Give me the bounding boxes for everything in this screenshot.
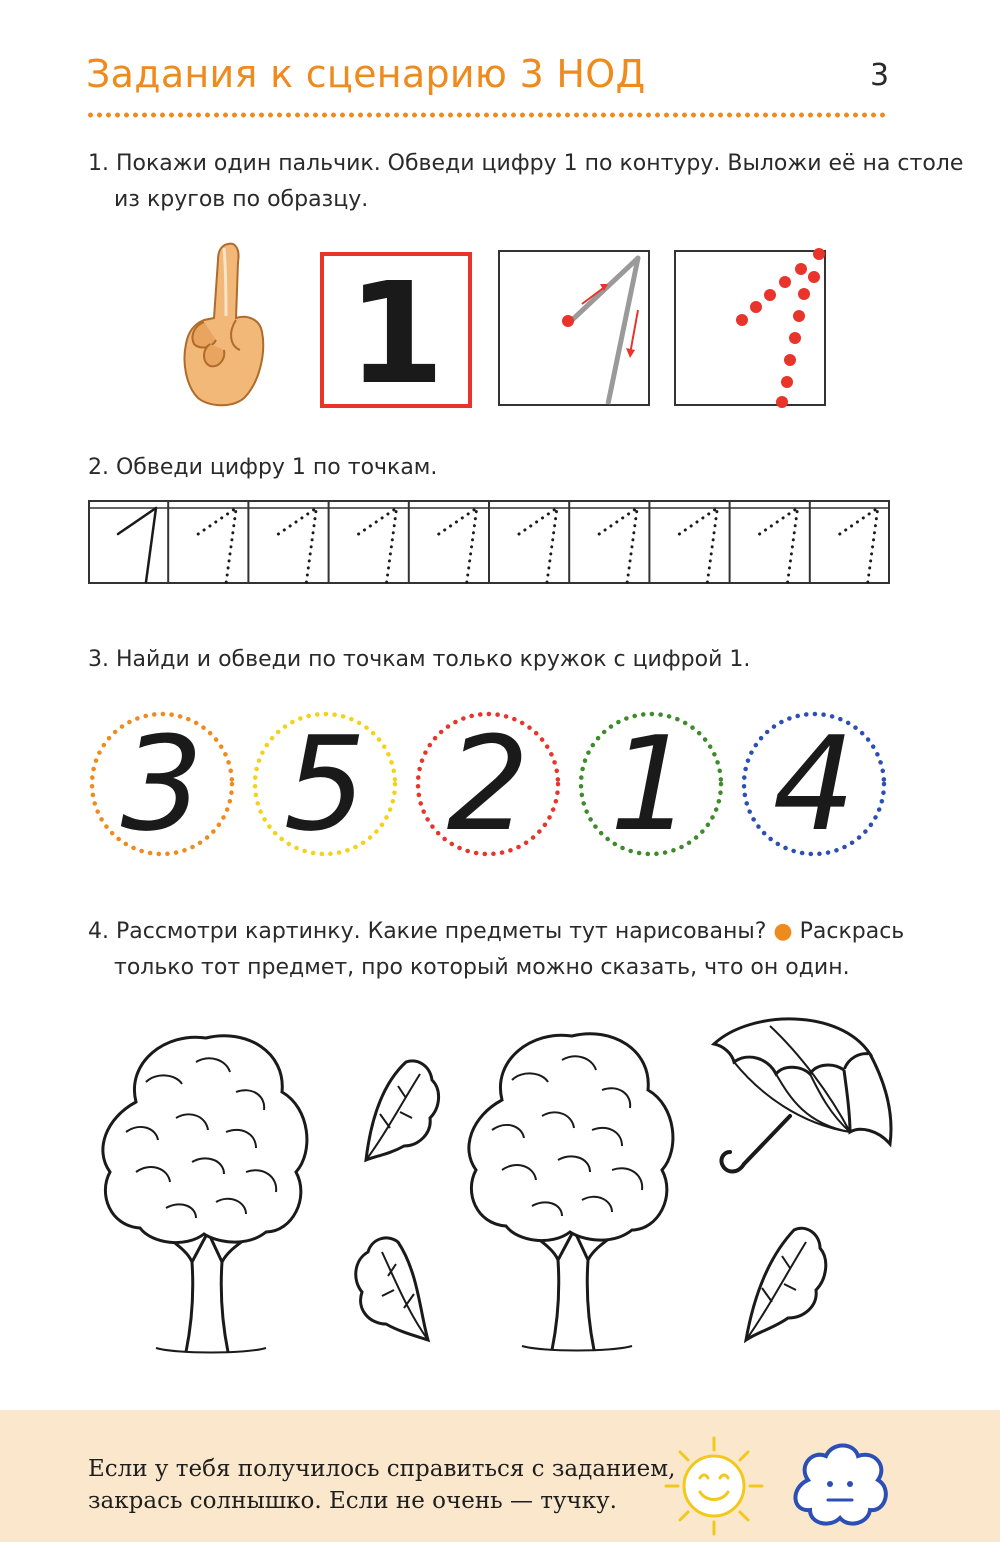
task-4-line2: только тот предмет, про который можно сказать, что он один. [114,955,850,980]
leaf-icon [348,1232,432,1342]
circle-digit-label: 2 [446,708,530,860]
tree-icon [462,1020,684,1358]
task-4-line1b: Раскрась [799,919,905,944]
task-3-text: 3. Найди и обведи по точкам только кружок с цифрой 1. [88,647,751,672]
digit-circle-3[interactable] [92,708,232,860]
finger-hand-icon [180,240,270,410]
sun-icon[interactable] [662,1434,766,1538]
digit-circle-2[interactable] [418,708,558,860]
circle-layout-box [674,250,826,406]
digit-circle-4[interactable] [744,708,884,860]
circle-digit-label: 4 [772,708,856,860]
bullet-dot: ● [773,919,793,944]
footer-line1: Если у тебя получилось справиться с заданием, [88,1456,676,1482]
tree-icon [96,1022,318,1360]
task-1-line1: 1. Покажи один пальчик. Обведи цифру 1 по контуру. Выложи её на столе [88,151,964,176]
digit-circle-1[interactable] [581,708,721,860]
footer-line2: закрась солнышко. Если не очень — тучку. [88,1488,617,1514]
task-4-line1: 4. Рассмотри картинку. Какие предметы тут нарисованы? [88,919,767,944]
dotted-divider [86,112,888,118]
digit-circle-5[interactable] [255,708,395,860]
leaf-icon [360,1056,444,1162]
sample-digit-box [320,252,472,416]
task-1-text [88,146,963,218]
page-number: 3 [870,58,890,93]
task-1-line2: из кругов по образцу. [114,187,369,212]
contour-trace-box [498,250,650,406]
digit-circles-row [88,708,890,860]
trace-strip [88,500,890,584]
task-2-text: 2. Обведи цифру 1 по точкам. [88,455,438,480]
sample-digit: 1 [347,253,445,416]
task-4-text [88,914,904,986]
start-dot [562,315,574,327]
page-title: Задания к сценарию 3 НОД [86,52,646,96]
circle-digit-label: 5 [283,708,367,860]
cloud-icon[interactable] [788,1440,892,1530]
umbrella-icon [710,1014,898,1184]
footer-text [88,1453,675,1517]
circle-digit-label: 3 [120,708,204,860]
leaf-icon [740,1222,830,1342]
circle-digit-label: 1 [609,708,693,860]
